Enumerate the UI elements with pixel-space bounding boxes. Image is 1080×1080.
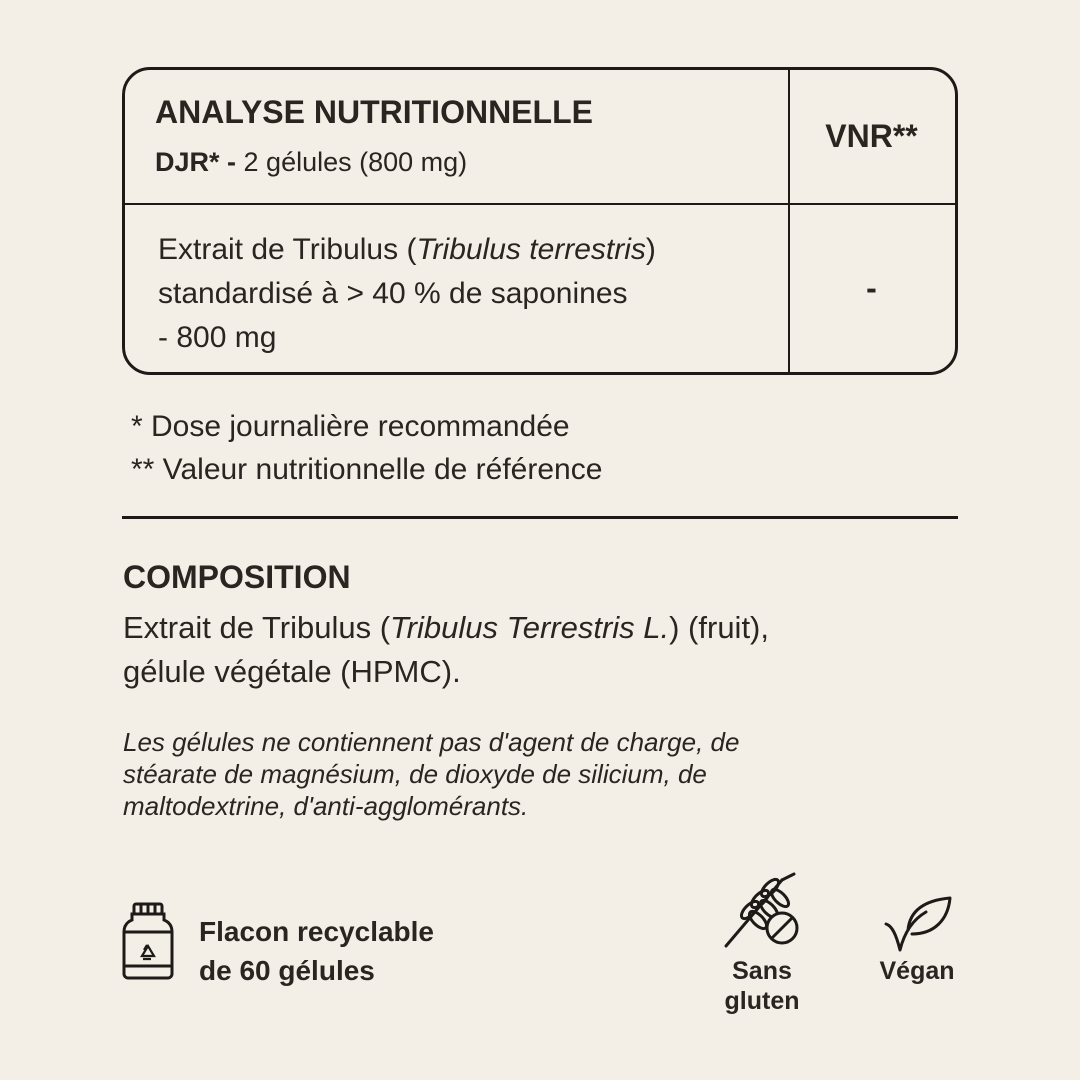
note-line-3: maltodextrine, d'anti-agglomérants. bbox=[123, 791, 529, 821]
gluten-line-1: Sans bbox=[732, 957, 792, 985]
vegan-label: Végan bbox=[879, 957, 955, 985]
table-title: ANALYSE NUTRITIONNELLE bbox=[155, 94, 593, 130]
flacon-line-2: de 60 gélules bbox=[199, 955, 375, 986]
vnr-value: - bbox=[866, 270, 877, 306]
nutrition-table bbox=[122, 67, 958, 375]
djr-line bbox=[155, 147, 467, 178]
ingredient-cell bbox=[158, 228, 656, 360]
note-line-2: stéarate de magnésium, de dioxyde de silicium, de bbox=[123, 759, 707, 789]
section-divider bbox=[122, 516, 958, 519]
footnote-djr: * Dose journalière recommandée bbox=[131, 410, 570, 443]
composition-line-2: gélule végétale (HPMC). bbox=[123, 654, 461, 689]
composition-text-b: ) (fruit), bbox=[669, 610, 769, 645]
ingredient-line-1 bbox=[158, 228, 656, 272]
ingredient-line-2: standardisé à > 40 % de saponines bbox=[158, 277, 628, 310]
table-column-divider bbox=[788, 70, 790, 372]
ingredient-line-3: - 800 mg bbox=[158, 321, 277, 354]
djr-label: DJR* - bbox=[155, 147, 237, 177]
gluten-free-icon bbox=[720, 872, 806, 952]
composition-latin-name: Tribulus Terrestris L. bbox=[390, 610, 670, 645]
flacon-badge-text bbox=[199, 912, 434, 990]
composition-text-a: Extrait de Tribulus ( bbox=[123, 610, 391, 645]
gluten-line-2: gluten bbox=[724, 987, 800, 1015]
footnote-vnr: ** Valeur nutritionnelle de référence bbox=[131, 453, 603, 486]
vnr-header: VNR** bbox=[825, 118, 918, 154]
flacon-line-1: Flacon recyclable bbox=[199, 916, 435, 947]
djr-value: 2 gélules (800 mg) bbox=[243, 147, 468, 177]
vegan-leaf-icon bbox=[882, 894, 954, 954]
ingredient-text: Extrait de Tribulus ( bbox=[158, 233, 417, 266]
gluten-free-label bbox=[700, 956, 824, 1016]
composition-line-1 bbox=[123, 606, 769, 650]
composition-title: COMPOSITION bbox=[123, 559, 351, 595]
ingredient-text-close: ) bbox=[645, 233, 656, 266]
composition-text bbox=[123, 606, 769, 694]
note-line-1: Les gélules ne contiennent pas d'agent de charge, de bbox=[123, 727, 740, 757]
recyclable-bottle-icon bbox=[122, 902, 174, 980]
table-row-divider bbox=[125, 203, 955, 205]
composition-note bbox=[123, 726, 739, 822]
footnotes bbox=[131, 405, 602, 491]
ingredient-latin-name: Tribulus terrestris bbox=[416, 233, 646, 266]
